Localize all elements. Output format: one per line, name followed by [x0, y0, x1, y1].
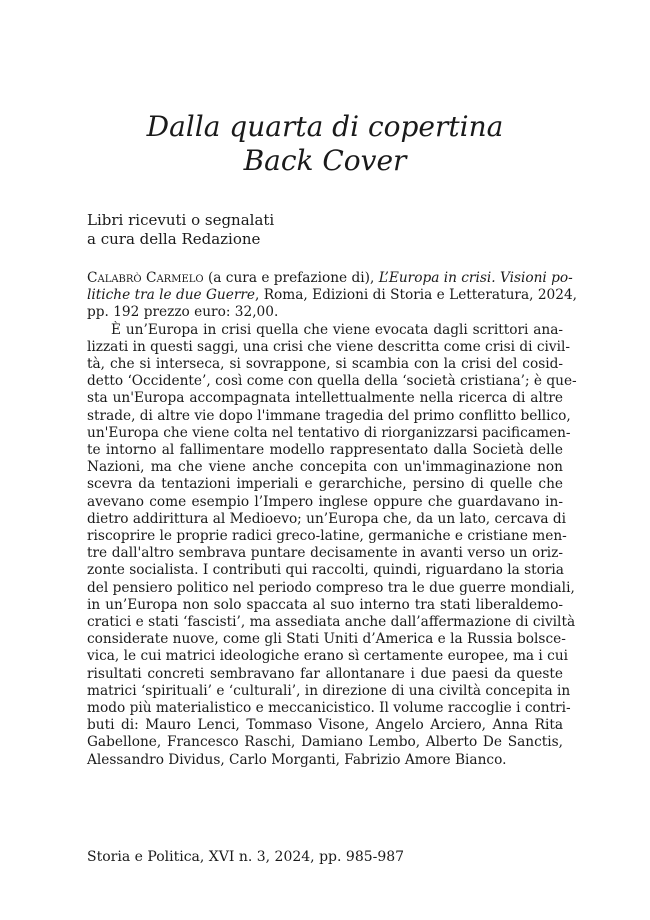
book-entry	[87, 270, 577, 769]
page-title-italian: Dalla quarta di copertina	[146, 110, 504, 143]
abstract-line: avevano come esempio l’Impero inglese oppure che guardavano in-	[87, 493, 563, 510]
editor-note: (a cura e prefazione di),	[203, 270, 379, 286]
abstract-line: te intorno al fallimentare modello rappresentato dalla Società delle	[87, 442, 563, 459]
page-title-english: Back Cover	[243, 144, 407, 177]
citation-line-2	[87, 287, 577, 304]
abstract-line: È un’Europa in crisi quella che viene evocata dagli scrittori ana-	[111, 321, 563, 338]
abstract-line: zonte socialista. I contributi qui raccolti, quindi, riguardano la storia	[87, 562, 564, 579]
publication-details: , Roma, Edizioni di Storia e Letteratura, 2024,	[255, 287, 577, 304]
abstract-line: in un’Europa non solo spaccata al suo interno tra stati liberaldemo-	[87, 596, 563, 613]
abstract-body	[87, 321, 577, 769]
abstract-line: vica, le cui matrici ideologiche erano sì certamente europee, ma i cui	[87, 648, 569, 665]
page-footer: Storia e Politica, XVI n. 3, 2024, pp. 985-987	[87, 849, 405, 865]
book-title-part-2: litiche tra le due Guerre	[87, 287, 256, 304]
abstract-line: riscoprire le proprie radici greco-latine, germaniche e cristiane men-	[87, 528, 567, 545]
section-heading-line-1: Libri ricevuti o segnalati	[87, 211, 275, 229]
abstract-line: sta un'Europa accompagnata intellettualmente nella ricerca di altre	[87, 390, 563, 407]
abstract-line: modo più materialistico e meccanicistico. Il volume raccoglie i contri-	[87, 700, 571, 717]
abstract-line: un'Europa che viene colta nel tentativo di riorganizzarsi pacificamen-	[87, 424, 571, 441]
abstract-line: cratici e stati ‘fascisti’, ma assediata anche dall’affermazione di civiltà	[87, 614, 576, 631]
book-title-part-1: L’Europa in crisi. Visioni po-	[378, 270, 573, 286]
abstract-line: scevra da tentazioni imperiali e gerarchiche, persino di quelle che	[87, 476, 563, 493]
abstract-line: tà, che si interseca, si sovrappone, si scambia con la crisi del cosid-	[87, 356, 563, 373]
abstract-line: lizzati in questi saggi, una crisi che viene descritta come crisi di civil-	[87, 338, 571, 355]
abstract-line: matrici ‘spirituali’ e ‘culturali’, in direzione di una civiltà concepita in	[87, 682, 571, 699]
abstract-line: del pensiero politico nel periodo compreso tra le due guerre mondiali,	[87, 579, 575, 596]
abstract-line: risultati concreti sembravano far allontanare i due paesi da queste	[87, 665, 563, 682]
section-heading-line-2: a cura della Redazione	[87, 230, 261, 248]
abstract-line: detto ‘Occidente’, così come con quella della ‘società cristiana’; è que-	[87, 373, 577, 390]
section-heading	[87, 211, 274, 249]
citation-line-1	[87, 270, 573, 287]
abstract-line: dietro addirittura al Medioevo; un’Europa che, da un lato, cercava di	[87, 510, 567, 527]
abstract-line: considerate nuove, come gli Stati Uniti d’America e la Russia bolsce-	[87, 631, 566, 648]
author-name: Calabrò Carmelo	[87, 270, 204, 286]
abstract-line: buti di: Mauro Lenci, Tommaso Visone, Angelo Arciero, Anna Rita	[87, 717, 563, 734]
abstract-line: Alessandro Dividus, Carlo Morganti, Fabrizio Amore Bianco.	[87, 751, 507, 768]
abstract-line: tre dall'altro sembrava puntare decisamente in avanti verso un oriz-	[87, 545, 563, 562]
abstract-line: strade, di altre vie dopo l'immane tragedia del primo conflitto bellico,	[87, 407, 571, 424]
abstract-line: Gabellone, Francesco Raschi, Damiano Lembo, Alberto De Sanctis,	[87, 734, 563, 751]
abstract-line: Nazioni, ma che viene anche concepita con un'immaginazione non	[87, 459, 563, 476]
citation-line-3: pp. 192 prezzo euro: 32,00.	[87, 304, 279, 321]
